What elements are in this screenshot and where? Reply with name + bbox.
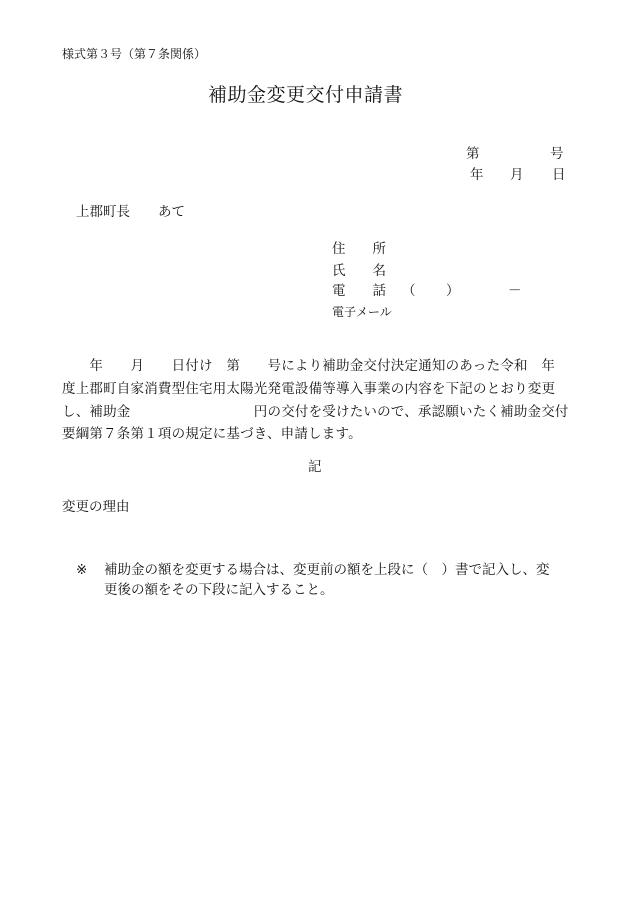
note-line-1: 補助金の額を変更する場合は、変更前の額を上段に（ ）書で記入し、変 — [104, 562, 550, 578]
doc-number-suffix: 号 — [550, 146, 564, 162]
body-line-4: 要綱第７条第１項の規定に基づき、申請します。 — [62, 426, 362, 442]
date-day: 日 — [552, 167, 566, 183]
email-label: 電子メール — [332, 305, 392, 319]
phone-label: 電 話 — [332, 283, 386, 299]
date-year: 年 — [470, 167, 484, 183]
ki-label: 記 — [308, 459, 322, 475]
form-number: 様式第３号（第７条関係） — [62, 47, 207, 61]
body-line-2: 度上郡町自家消費型住宅用太陽光発電設備等導入事業の内容を下記のとおり変更 — [62, 381, 556, 397]
phone-paren-close: ） — [446, 283, 460, 299]
body-line-3: し、補助金 円の交付を受けたいので、承認願いたく補助金交付 — [62, 404, 569, 420]
name-label: 氏 名 — [332, 263, 386, 279]
address-label: 住 所 — [332, 241, 386, 257]
phone-dash: － — [508, 283, 522, 299]
reason-label: 変更の理由 — [62, 499, 130, 515]
doc-number-prefix: 第 — [466, 146, 480, 162]
body-line-1: 年 月 日付け 第 号により補助金交付決定通知のあった令和 年 — [62, 358, 556, 374]
date-month: 月 — [510, 167, 524, 183]
note-mark: ※ — [76, 562, 88, 578]
document-title: 補助金変更交付申請書 — [208, 84, 404, 106]
phone-paren-open: （ — [402, 283, 416, 299]
addressee-name: 上郡町長 — [76, 204, 130, 220]
addressee-honorific: あて — [158, 204, 185, 220]
note-line-2: 更後の額をその下段に記入すること。 — [104, 582, 334, 598]
